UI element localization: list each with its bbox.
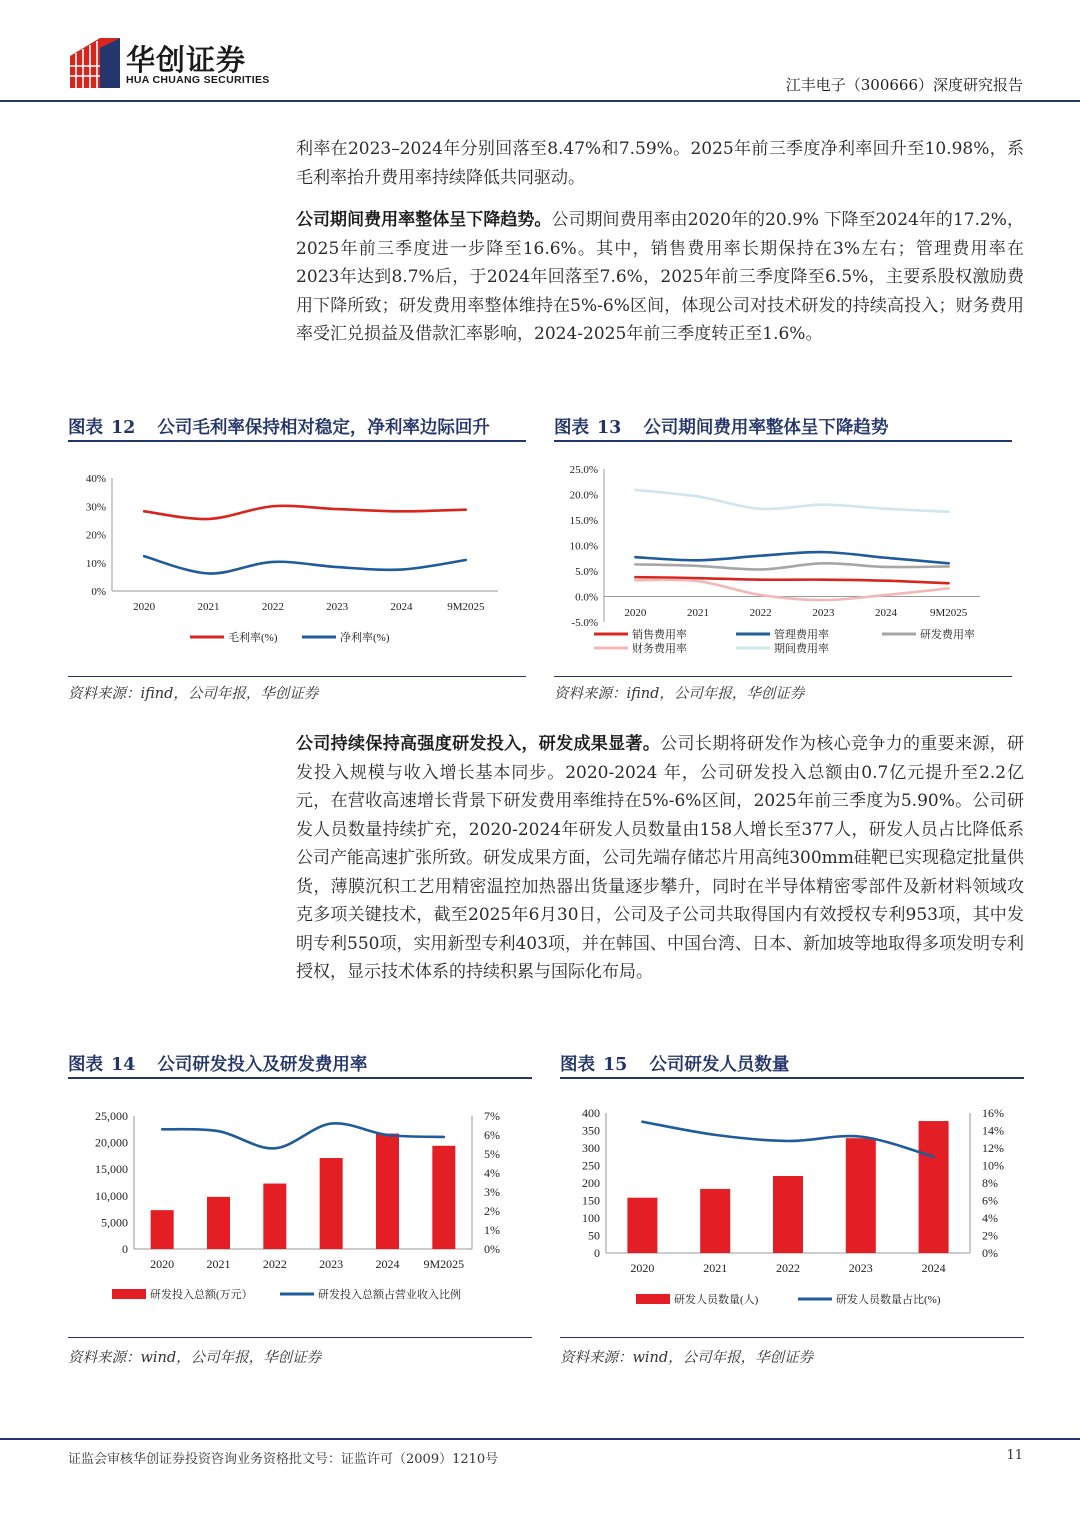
legend-label: 研发费用率 <box>920 629 975 641</box>
y-tick-label: 40% <box>85 473 106 485</box>
figure-14-caption: 公司研发投入及研发费用率 <box>157 1055 368 1075</box>
figure-13-top-rule <box>554 440 1012 442</box>
figure-15-bottom-rule <box>560 1337 1024 1338</box>
legend-bar-label: 研发人员数量(人) <box>674 1294 759 1306</box>
figure-15-top-rule <box>560 1077 1024 1079</box>
x-tick-label: 9M2025 <box>930 607 968 619</box>
bar-2022 <box>263 1184 286 1249</box>
footer-divider <box>0 1438 1080 1440</box>
legend-bar-swatch <box>636 1294 670 1304</box>
figure-15-caption: 公司研发人员数量 <box>649 1055 790 1075</box>
bar-9M2025 <box>432 1146 455 1249</box>
paragraph-2-text: 公司期间费用率由2020年的20.9% 下降至2024年的17.2%，2025年前三季度进一步降至16.6%。其中，销售费用率长期保持在3%左右；管理费用率在2023年达到8.7%后，于2024年回落至7.6%，2025年前三季度降至6.5%，主要系股权激励费用下降所致；研发费用率整体维持在5%-6%区间，体现公司对技术研发的持续高投入；财务费用率受汇兑损益及借款汇率影响，2024-2025年前三季度转正至1.6%。 <box>296 210 1024 344</box>
y-left-tick-label: 25,000 <box>95 1109 128 1123</box>
x-tick-label: 2021 <box>687 607 709 619</box>
x-tick-label: 2023 <box>319 1257 344 1271</box>
y-left-tick-label: 400 <box>582 1106 600 1120</box>
figure-12-chart <box>68 448 526 672</box>
y-right-tick-label: 8% <box>982 1176 998 1190</box>
paragraph-2 <box>296 206 1024 349</box>
y-right-tick-label: 0% <box>484 1242 500 1256</box>
x-tick-label: 2024 <box>375 1257 400 1271</box>
legend-label: 净利率(%) <box>340 632 390 644</box>
figure-15-label: 图表 <box>560 1055 595 1075</box>
figure-15-title <box>560 1051 789 1076</box>
y-left-tick-label: 200 <box>582 1176 600 1190</box>
report-title: 江丰电子（300666）深度研究报告 <box>785 76 1023 94</box>
y-right-tick-label: 16% <box>982 1106 1004 1120</box>
y-right-tick-label: 2% <box>982 1228 998 1243</box>
header-divider <box>0 100 1080 102</box>
x-tick-label: 2021 <box>197 601 220 613</box>
figure-12-label: 图表 <box>68 418 103 438</box>
y-tick-label: 10.0% <box>569 540 598 553</box>
figure-14-top-rule <box>68 1077 532 1079</box>
x-tick-label: 2022 <box>749 607 772 619</box>
y-left-tick-label: 10,000 <box>95 1188 128 1203</box>
series-line-2 <box>144 556 466 573</box>
y-right-tick-label: 6% <box>484 1128 500 1142</box>
y-right-tick-label: 4% <box>982 1211 998 1225</box>
x-tick-label: 2022 <box>261 601 284 613</box>
figure-14-bottom-rule <box>68 1337 532 1338</box>
x-tick-label: 2024 <box>921 1261 946 1275</box>
y-right-tick-label: 0% <box>982 1246 998 1260</box>
figure-12-source: 资料来源：ifind，公司年报，华创证券 <box>68 686 319 702</box>
figure-12-top-rule <box>68 440 526 442</box>
figure-13-title <box>554 414 888 439</box>
legend-label: 财务费用率 <box>632 643 687 655</box>
figure-14-title <box>68 1051 367 1076</box>
logo-text-en: HUA CHUANG SECURITIES <box>126 74 270 86</box>
y-tick-label: 20% <box>85 529 106 542</box>
y-right-tick-label: 3% <box>484 1185 500 1199</box>
y-left-tick-label: 250 <box>582 1158 600 1173</box>
figure-12-bottom-rule <box>68 676 526 677</box>
figure-14-label: 图表 <box>68 1055 103 1075</box>
paragraph-1 <box>296 135 1024 192</box>
figure-13-chart <box>554 448 1012 672</box>
legend-bar-label: 研发投入总额(万元） <box>150 1289 253 1301</box>
y-left-tick-label: 5,000 <box>101 1215 128 1230</box>
ratio-line <box>642 1122 933 1157</box>
bar-2020 <box>627 1198 657 1253</box>
series-line-5 <box>635 490 948 512</box>
figure-12-title <box>68 414 490 439</box>
y-right-tick-label: 5% <box>484 1147 500 1161</box>
legend-label: 期间费用率 <box>774 643 829 655</box>
page-number: 11 <box>1006 1448 1023 1463</box>
figure-12-caption: 公司毛利率保持相对稳定，净利率边际回升 <box>157 418 490 438</box>
figure-15-chart <box>560 1090 1024 1326</box>
company-logo <box>70 38 280 90</box>
x-tick-label: 2024 <box>875 607 897 619</box>
figure-13-number: 13 <box>597 418 622 438</box>
bar-2020 <box>151 1210 174 1249</box>
bar-2024 <box>376 1134 399 1249</box>
x-tick-label: 2020 <box>630 1261 655 1275</box>
y-left-tick-label: 15,000 <box>95 1162 128 1177</box>
bar-2023 <box>320 1158 343 1249</box>
bar-2023 <box>846 1138 876 1253</box>
y-tick-label: 25.0% <box>569 464 598 476</box>
y-tick-label: 30% <box>85 501 106 514</box>
x-tick-label: 2022 <box>776 1261 800 1275</box>
logo-mark-icon <box>70 38 120 88</box>
y-right-tick-label: 7% <box>484 1109 500 1123</box>
y-left-tick-label: 0 <box>122 1242 128 1256</box>
figure-14-source: 资料来源：wind，公司年报，华创证券 <box>68 1350 322 1366</box>
series-line-2 <box>635 552 948 563</box>
legend-line-label: 研发投入总额占营业收入比例 <box>318 1289 461 1301</box>
y-tick-label: 10% <box>85 557 106 570</box>
y-right-tick-label: 10% <box>982 1158 1004 1173</box>
y-tick-label: 0.0% <box>575 591 598 604</box>
y-tick-label: 5.0% <box>575 566 598 578</box>
x-tick-label: 9M2025 <box>447 601 485 613</box>
x-tick-label: 2023 <box>812 607 835 619</box>
bar-2024 <box>919 1121 949 1253</box>
x-tick-label: 9M2025 <box>423 1257 465 1271</box>
footer-license: 证监会审核华创证券投资咨询业务资格批文号：证监许可（2009）1210号 <box>68 1452 499 1467</box>
ratio-line <box>162 1123 444 1148</box>
y-right-tick-label: 12% <box>982 1141 1004 1155</box>
x-tick-label: 2020 <box>133 601 156 613</box>
x-tick-label: 2020 <box>150 1257 175 1271</box>
y-right-tick-label: 2% <box>484 1204 500 1218</box>
series-line-4 <box>635 580 948 600</box>
bar-2021 <box>700 1189 730 1253</box>
figure-13-source: 资料来源：ifind，公司年报，华创证券 <box>554 686 805 702</box>
figure-14-number: 14 <box>111 1055 136 1075</box>
series-line-1 <box>144 506 466 519</box>
y-left-tick-label: 50 <box>588 1228 600 1243</box>
y-left-tick-label: 20,000 <box>95 1135 128 1150</box>
figure-13-caption: 公司期间费用率整体呈下降趋势 <box>643 418 889 438</box>
legend-label: 销售费用率 <box>632 629 687 641</box>
bar-2021 <box>207 1197 230 1249</box>
x-tick-label: 2021 <box>703 1261 728 1275</box>
y-tick-label: 15.0% <box>569 515 598 527</box>
y-left-tick-label: 150 <box>582 1193 600 1208</box>
paragraph-3 <box>296 730 1024 987</box>
y-left-tick-label: 300 <box>582 1141 600 1155</box>
paragraph-2-heading: 公司期间费用率整体呈下降趋势。 <box>296 210 552 230</box>
y-tick-label: 20.0% <box>569 489 598 502</box>
y-tick-label: -5.0% <box>571 617 598 629</box>
y-left-tick-label: 0 <box>594 1246 600 1260</box>
legend-label: 毛利率(%) <box>228 632 278 644</box>
y-right-tick-label: 1% <box>484 1223 500 1237</box>
paragraph-1-text: 利率在2023–2024年分别回落至8.47%和7.59%。2025年前三季度净利率回升至10.98%，系毛利率抬升费用率持续降低共同驱动。 <box>296 139 1024 188</box>
series-line-3 <box>635 563 948 569</box>
y-right-tick-label: 14% <box>982 1123 1004 1138</box>
figure-15-number: 15 <box>603 1055 628 1075</box>
x-tick-label: 2024 <box>390 601 413 613</box>
page-header <box>0 0 1080 104</box>
legend-label: 管理费用率 <box>774 629 829 641</box>
bar-2022 <box>773 1176 803 1253</box>
legend-line-label: 研发人员数量占比(%) <box>836 1294 941 1306</box>
y-tick-label: 0% <box>91 586 106 598</box>
paragraph-3-heading: 公司持续保持高强度研发投入，研发成果显著。 <box>296 734 661 754</box>
figure-12-number: 12 <box>111 418 136 438</box>
y-right-tick-label: 6% <box>982 1193 998 1208</box>
figure-13-bottom-rule <box>554 676 1012 677</box>
logo-text-cn: 华创证券 <box>126 43 247 77</box>
x-tick-label: 2021 <box>206 1257 231 1271</box>
figure-14-chart <box>68 1090 532 1326</box>
x-tick-label: 2022 <box>262 1257 287 1271</box>
y-left-tick-label: 350 <box>582 1123 600 1138</box>
x-tick-label: 2023 <box>848 1261 873 1275</box>
y-right-tick-label: 4% <box>484 1166 500 1180</box>
figure-13-label: 图表 <box>554 418 589 438</box>
x-tick-label: 2023 <box>326 601 349 613</box>
figure-15-source: 资料来源：wind，公司年报，华创证券 <box>560 1350 814 1366</box>
x-tick-label: 2020 <box>624 607 647 619</box>
paragraph-3-text: 公司长期将研发作为核心竞争力的重要来源，研发投入规模与收入增长基本同步。2020-2024 年，公司研发投入总额由0.7亿元提升至2.2亿元，在营收高速增长背景下研发费用率维持在5%-6%区间，2025年前三季度为5.90%。公司研发人员数量持续扩充，2020-2024年研发人员数量由158人增长至377人，研发人员占比降低系公司产能高速扩张所致。研发成果方面，公司先端存储芯片用高纯300mm硅靶已实现稳定批量供货，薄膜沉积工艺用精密温控加热器出货量逐步攀升，同时在半导体精密零部件及新材料领域攻克多项关键技术，截至2025年6月30日，公司及子公司共取得国内有效授权专利953项，其中发明专利550项，实用新型专利403项，并在韩国、中国台湾、日本、新加坡等地取得多项发明专利授权，显示技术体系的持续积累与国际化布局。 <box>296 734 1025 982</box>
legend-bar-swatch <box>112 1289 146 1299</box>
y-left-tick-label: 100 <box>582 1211 600 1225</box>
